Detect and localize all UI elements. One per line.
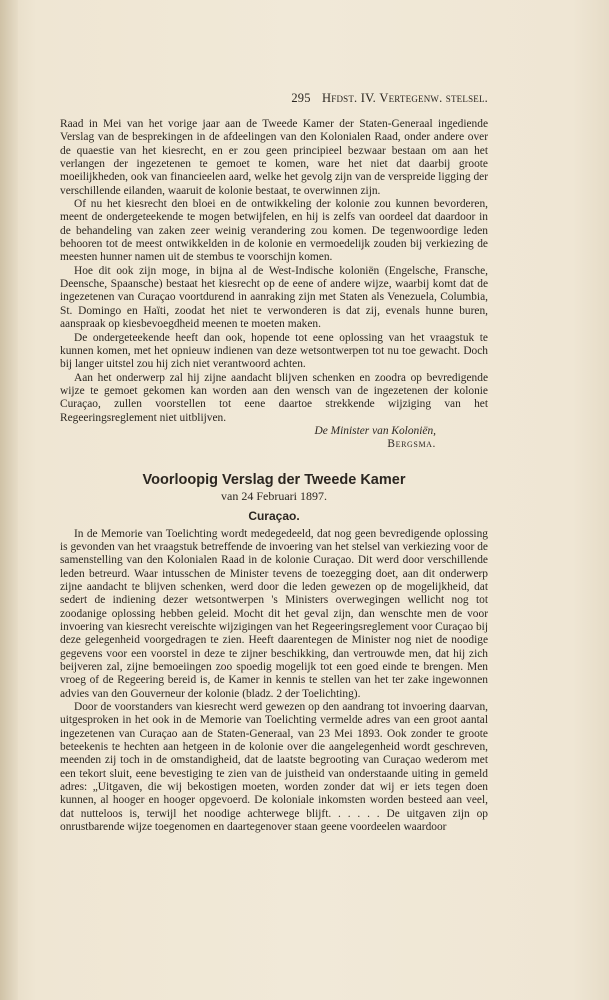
page-body <box>60 118 488 835</box>
signature-role: De Minister van Koloniën, <box>314 424 436 437</box>
letter-paragraph-1: Raad in Mei van het vorige jaar aan de Tweede Kamer der Staten-Generaal ingediende Verslag van de besprekingen in de afdeelingen van den Kolonialen Raad, onder andere over de quaestie van het kiesrecht, en er zou geen principieel bezwaar bestaan om aan het verlangen der ingezetenen te gemoet te komen, ware het niet dat daarbij groote moeilijkheden, ook van financieelen aard, welke het gevolg zijn van de verspreide ligging der verschillende eilanden, waaruit de kolonie bestaat, te overwinnen zijn. <box>60 118 488 197</box>
report-subtitle: Curaçao. <box>248 508 300 523</box>
letter-paragraph-3: Hoe dit ook zijn moge, in bijna al de West-Indische koloniën (Engelsche, Fransche, Deensche, Spaansche) bestaat het kiesrecht op de eene of andere wijze, waarbij komt dat de ingezetenen van Curaçao voortdurend in aanraking zijn met Staten als Venezuela, Columbia, St. Domingo en Haïti, zoodat het niet te verwonderen is dat zij, evenals hunne buren, aanspraak op kiesbevoegdheid meenen te moeten maken. <box>60 264 488 331</box>
page-gutter <box>0 0 18 1000</box>
signature-name: Bergsma. <box>387 438 436 451</box>
report-date: van 24 Februari 1897. <box>221 488 327 503</box>
letter-paragraph-5: Aan het onderwerp zal hij zijne aandacht blijven schenken en zoodra op bevredigende wijze te gemoet gekomen kan worden aan den wensch van de ingezetenen der kolonie Curaçao, zullen voorstellen tot eene daartoe strekkende wijziging van het Regeeringsreglement niet uitblijven. <box>60 371 488 424</box>
running-header <box>120 91 488 106</box>
chapter-label: Hfdst. IV. <box>322 91 377 105</box>
chapter-title: Vertegenw. stelsel. <box>379 91 488 105</box>
report-title: Voorloopig Verslag der Tweede Kamer <box>142 471 406 488</box>
letter-paragraph-2: Of nu het kiesrecht den bloei en de ontwikkeling der kolonie zou kunnen bevorderen, meent de ondergeteekende te mogen betwijfelen, en hij is zelfs van oordeel dat daardoor in de behandeling van zaken zeer weinig verandering zou komen. De tegenwoordige leden behooren tot de meest ontwikkelden in de kolonie en vermoedelijk zouden bij verkiezing de meesten hunner namen uit de stembus te voorschijn komen. <box>60 198 488 264</box>
report-paragraph-2: Door de voorstanders van kiesrecht werd gewezen op den aandrang tot invoering daarvan, uitgesproken in het ook in de Memorie van Toelichting vermelde adres van een groot aantal ingezetenen van Curaçao aan de Staten-Generaal, van 23 Mei 1893. Ook zonder te groote beteekenis te hechten aan hetgeen in de kolonie over die aangelegenheid wordt geschreven, meenden zij toch in de omstandigheid, dat de laatste begrooting van Curaçao wederom met een tekort sluit, eene bevestiging te zien van de juistheid van onderstaande uiting in gemeld adres: „Uitgaven, die wij bekostigen moeten, worden zonder dat wij er iets tegen doen kunnen, al hooger en hooger opgevoerd. De koloniale inkomsten worden besteed aan veel, dat nutteloos is, terwijl het noodige achterwege blijft. . . . . . De uitgaven zijn op onrustbarende wijze toegenomen en daartegenover staan geene voordeelen waardoor <box>60 701 488 834</box>
report-paragraph-1: In de Memorie van Toelichting wordt medegedeeld, dat nog geen bevredigende oplossing is gevonden van het vraagstuk betreffende de invoering van het stelsel van verkiezing voor de samenstelling van den Kolonialen Raad in de kolonie Curaçao. Dit werd door verschillende leden betreurd. Waar intusschen de Minister tevens de toezegging doet, aan dit onderwerp zijne aandacht te blijven schenken, werd door die leden gewezen op de mogelijkheid, dat sedert de indiening dezer wetsontwerpen 's Ministers overwegingen wellicht nog tot zoodanige oplossing hebben geleid. Mocht dit het geval zijn, dan wenschte men de voor invoering van kiesrecht vereischte wijzigingen van het Regeeringsreglement voor Curaçao bij deze gelegenheid voorgedragen te zien. Heeft daarentegen de Minister nog niet de noodige gegevens voor een voorstel in deze te zijner beschikking, dan vertrouwde men, dat hij zich beijveren zal, zijne bemoeiingen zoo spoedig mogelijk tot een goed einde te brengen. Men vroeg of de Regeering bereid is, de Kamer in kennis te stellen van het ter zake ingewonnen advies van den Gouverneur der kolonie (bladz. 2 der Toelichting). <box>60 527 488 700</box>
letter-paragraph-4: De ondergeteekende heeft dan ook, hopende tot eene oplossing van het vraagstuk te kunnen komen, met het opnieuw indienen van deze wetsontwerpen tot nu toe gewacht. Doch bij langer uitstel zou hij zich niet verantwoord achten. <box>60 331 488 371</box>
page-number: 295 <box>291 91 311 105</box>
